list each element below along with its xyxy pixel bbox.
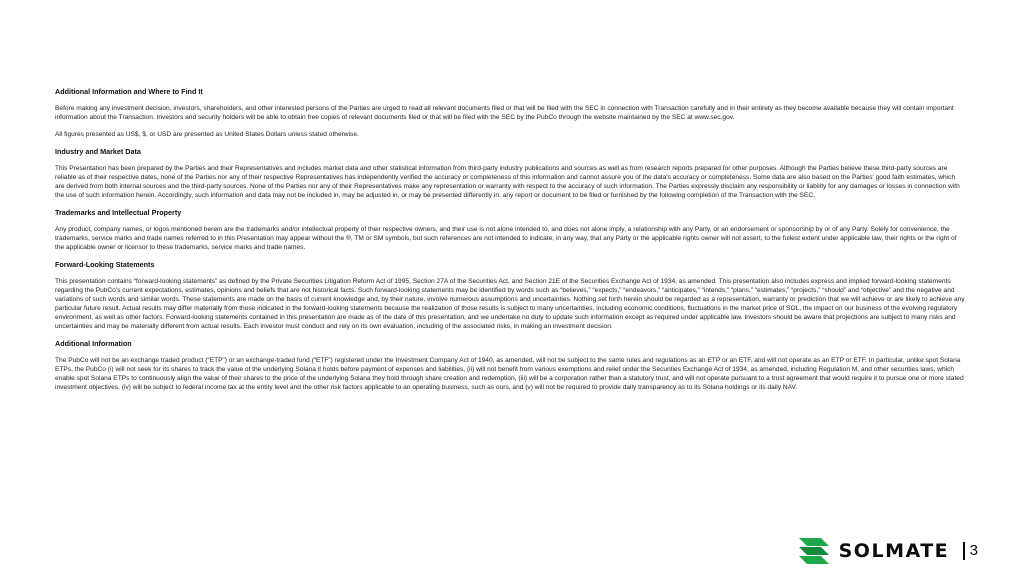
slide-footer [797,536,978,566]
solmate-logo-icon [797,536,831,566]
paragraph: All figures presented as US$, $, or USD are presented as United States Dollars unless stated otherwise. [55,131,359,138]
paragraph: Before making any investment decision, investors, shareholders, and other interested persons of the Parties are urged to read all relevant documents filed or that will be filed with the SEC in connection with Transaction carefully and in their entirety as they become available because they will contain important information about the Transaction. Investors and security holders will be able to obtain free copies of relevant documents filed or that will be filed with the SEC by the PubCo through the website maintained by the SEC at www.sec.gov. [55,105,954,121]
page-number: 3 [969,542,978,559]
paragraph: The PubCo will not be an exchange traded product (“ETP”) or an exchange-traded fund (“ETF”) registered under the Investment Company Act of 1940, as amended, will not be subject to the same rules and regulations as an ETP or an ETF, and will not operate as an ETP or ETF. In particular, unlike spot Solana ETPs, the PubCo (i) will not seek for its shares to track the value of the underlying Solana it holds before payment of expenses and liabilities, (ii) will not benefit from various exemptions and relief under the Securities Exchange Act of 1934, as amended, including Regulation M, and other securities laws, which enable spot Solana ETPs to continuously align the value of their shares to the price of the underlying Solana they hold through share creation and redemption, (iii) will be a corporation rather than a statutory trust, and will not operate pursuant to a trust agreement that would require it to pursue one or more stated investment objectives, (iv) will be subject to federal income tax at the entity level and the other risk factors applicable to an operating business, such as ours, and (v) will not be required to provide daily transparency as to its Solana holdings or its daily NAV. [55,357,964,391]
paragraph: Any product, company names, or logos mentioned herein are the trademarks and/or intellectual property of their respective owners, and their use is not alone intended to, and does not alone imply, a relationship with any Party, or an endorsement or sponsorship by or of any Party. Solely for convenience, the trademarks, service marks and trade names referred to in this Presentation may appear without the ®, TM or SM symbols, but such references are not intended to indicate, in any way, that any Party or the applicable rights owner will not assert, to the fullest extent under applicable law, their rights or the right of the applicable owner or licensor to these trademarks, service marks and trade names. [55,226,957,251]
section-heading-additional-info-where-to-find: Additional Information and Where to Find It [55,87,203,96]
solmate-logo-text: SOLMATE [838,540,950,562]
section-heading-industry-market-data: Industry and Market Data [55,147,141,156]
section-heading-forward-looking: Forward-Looking Statements [55,260,155,269]
disclaimer-content [55,87,965,400]
page-divider [963,542,965,560]
paragraph: This Presentation has been prepared by the Parties and their Representatives and includes market data and other statistical information from third-party industry publications and sources as well as from research reports prepared for other purposes. Although the Parties believe these third-party sources are reliable as of their respective dates, none of the Parties nor any of their respective Representatives has independently verified the accuracy or completeness of this information and cannot assure you of the data's accuracy or completeness. Some data are also based on the Parties' good faith estimates, which are derived from both internal sources and the third-party sources. None of the Parties nor any of their Representatives make any representation or warranty with respect to the accuracy of such information. The Parties expressly disclaim any responsibility or liability for any damages or losses in connection with the use of such information herein. Accordingly, such information and data may not be included in, may be adjusted in, or may be presented differently in, any report or document to be filed or furnished by the following completion of the Transaction with the SEC. [55,165,960,199]
section-heading-additional-info: Additional Information [55,339,132,348]
paragraph: This presentation contains “forward-looking statements” as defined by the Private Securities Litigation Reform Act of 1995, Section 27A of the Securities Act, and Section 21E of the Securities Exchange Act of 1934, as amended. This presentation also includes express and implied forward-looking statements regarding the PubCo's current expectations, estimates, opinions and beliefs that are not historical facts. Such forward-looking statements may be identified by words such as “believes,” “expects,” “endeavors,” “anticipates,” “intends,” “plans,” “estimates,” “projects,” “should” and “objective” and the negative and variations of such words and similar words. These statements are made on the basis of current knowledge and, by their nature, involve numerous assumptions and uncertainties. Nothing set forth herein should be regarded as a representation, warranty or prediction that we will achieve or are likely to achieve any particular future result. Actual results may differ materially from those indicated in the forward-looking statements because the realization of those results is subject to many uncertainties, including economic conditions, fluctuations in the market price of SOL, the impact on our business of the evolving regulatory environment, as well as other factors. Forward-looking statements contained in this presentation are made as of the date of this presentation, and we undertake no duty to update such information except as required under applicable law. Investors should be aware that projections are subject to many risks and uncertainties and may be materially different from actual results. Each investor must conduct and rely on its own evaluation, including of the associated risks, in making an investment decision. [55,278,965,330]
section-heading-trademarks: Trademarks and Intellectual Property [55,208,182,217]
